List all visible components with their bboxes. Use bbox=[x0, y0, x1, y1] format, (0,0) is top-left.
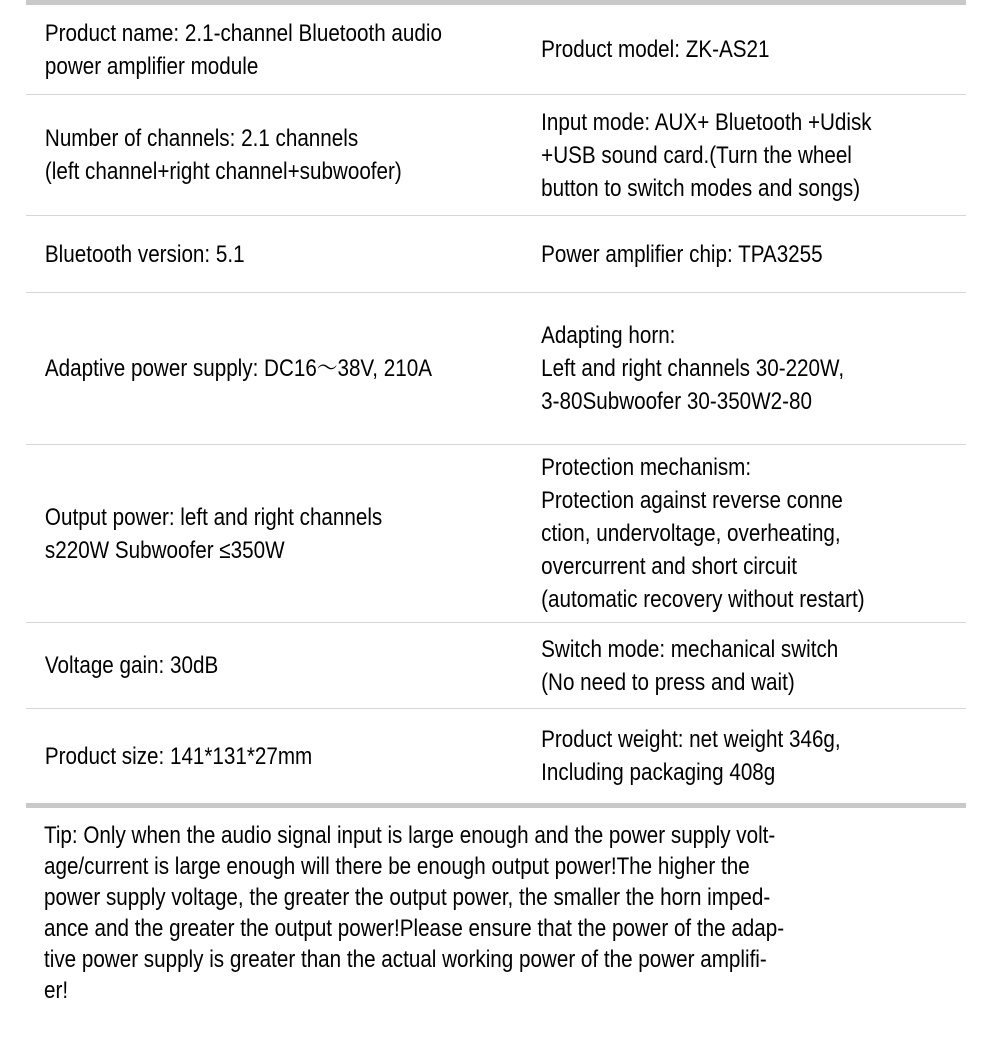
spec-cell-right bbox=[536, 216, 906, 292]
spec-row bbox=[26, 623, 966, 709]
spec-row bbox=[26, 293, 966, 445]
spec-text: Voltage gain: 30dB bbox=[44, 652, 219, 679]
spec-text: Power amplifier chip: TPA3255 bbox=[541, 240, 823, 268]
spec-cell-left bbox=[26, 293, 465, 444]
spec-cell-left bbox=[26, 216, 465, 292]
spec-text: Bluetooth version: 5.1 bbox=[44, 240, 245, 268]
spec-cell-left bbox=[26, 5, 465, 94]
spec-text: Product name: 2.1-channel Bluetooth audio power amplifier module bbox=[44, 19, 442, 80]
spec-text: Adapting horn: Left and right channels 30-220W, 3-80Subwoofer 30-350W2-80 bbox=[541, 322, 845, 415]
spec-cell-left bbox=[26, 709, 465, 803]
spec-row bbox=[26, 445, 966, 623]
spec-cell-left bbox=[26, 445, 465, 622]
spec-cell-right bbox=[536, 445, 906, 622]
spec-cell-right bbox=[536, 5, 906, 94]
spec-cell-right bbox=[536, 709, 906, 803]
spec-table bbox=[26, 5, 966, 803]
spec-row bbox=[26, 5, 966, 95]
tip-paragraph: Tip: Only when the audio signal input is large enough and the power supply volt- age/current is large enough will there be enough output power!The higher the power supply voltage, the greater the output power, the smaller the horn imped- ance and the greater the output power!Please ensure that the power of the adap- tive power supply is greater than the actual working power of the power amplifi- er! bbox=[44, 822, 785, 1004]
spec-text: Output power: left and right channels s220W Subwoofer ≤350W bbox=[44, 503, 383, 564]
spec-cell-right bbox=[536, 293, 906, 444]
spec-cell-left bbox=[26, 95, 465, 215]
spec-row bbox=[26, 95, 966, 216]
spec-sheet bbox=[26, 0, 966, 808]
spec-cell-left bbox=[26, 623, 465, 708]
spec-text: Input mode: AUX+ Bluetooth +Udisk +USB sound card.(Turn the wheel button to switch modes and songs) bbox=[541, 108, 872, 202]
spec-text: Protection mechanism: Protection against reverse conne ction, undervoltage, overheating, overcurrent and short circuit (automatic recovery without restart) bbox=[541, 454, 865, 613]
spec-text: Switch mode: mechanical switch (No need to press and wait) bbox=[541, 635, 839, 696]
spec-text: Adaptive power supply: DC16～38V, 210A bbox=[44, 355, 432, 382]
spec-text: Number of channels: 2.1 channels (left channel+right channel+subwoofer) bbox=[44, 125, 402, 185]
spec-row bbox=[26, 709, 966, 803]
spec-text: Product size: 141*131*27mm bbox=[44, 742, 313, 770]
spec-cell-right bbox=[536, 623, 906, 708]
spec-text: Product model: ZK-AS21 bbox=[541, 36, 770, 63]
spec-row bbox=[26, 216, 966, 293]
spec-text: Product weight: net weight 346g, Including packaging 408g bbox=[541, 726, 841, 786]
bottom-divider bbox=[26, 803, 966, 808]
spec-cell-right bbox=[536, 95, 906, 215]
